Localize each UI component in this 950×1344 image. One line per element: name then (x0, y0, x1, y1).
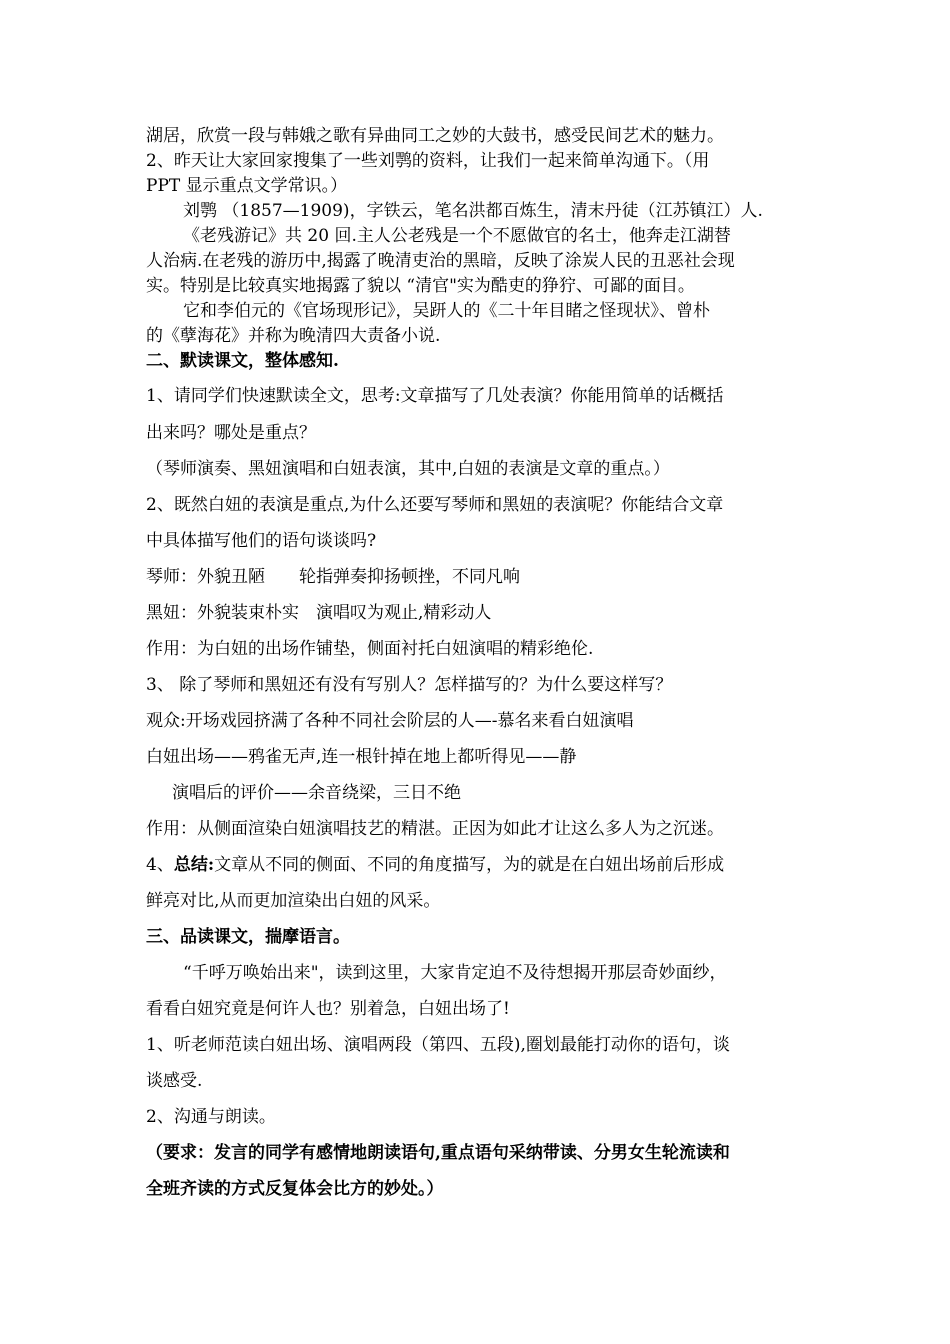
section-3-heading: 三、品读课文，揣摩语言。 (146, 927, 350, 947)
laocan-line-3: 实。特别是比较真实地揭露了貌以 “清官"实为酷吏的狰狞、可鄙的面目。 (146, 276, 695, 296)
question-2-line-1: 2、既然白妞的表演是重点,为什么还要写琴师和黑妞的表演呢？你能结合文章 (146, 495, 724, 515)
summary-number: 4、 (146, 855, 174, 875)
singing-comment-line: 演唱后的评价——余音绕梁，三日不绝 (172, 783, 461, 803)
intro-line-3: PPT 显示重点文学常识。） (146, 176, 348, 196)
summary-text: 文章从不同的侧面、不同的角度描写，为的就是在白妞出场前后形成 (214, 855, 725, 875)
step-2: 2、沟通与朗读。 (146, 1107, 276, 1127)
effect-line-2: 作用：从侧面渲染白妞演唱技艺的精湛。正因为如此才让这么多人为之沉迷。 (146, 819, 724, 839)
step-1-line-1: 1、听老师范读白妞出场、演唱两段（第四、五段),圈划最能打动你的语句，谈 (146, 1035, 730, 1055)
step-1-line-2: 谈感受. (146, 1071, 203, 1091)
intro-line-2: 2、昨天让大家回家搜集了一些刘鹗的资料，让我们一起来简单沟通下。（用 (146, 151, 710, 171)
answer-1: （琴师演奏、黑妞演唱和白妞表演，其中,白妞的表演是文章的重点。） (146, 459, 670, 479)
bainiu-entrance-line: 白妞出场——鸦雀无声,连一根针掉在地上都听得见——静 (146, 747, 577, 767)
question-1-line-2: 出来吗？哪处是重点？ (146, 423, 316, 443)
audience-line: 观众:开场戏园挤满了各种不同社会阶层的人—-慕名来看白妞演唱 (146, 711, 634, 731)
requirement-line-1: （要求：发言的同学有感情地朗读语句,重点语句采纳带读、分男女生轮流读和 (146, 1143, 730, 1163)
four-novels-line-1: 它和李伯元的《官场现形记》，吴趼人的《二十年目睹之怪现状》、曾朴 (183, 301, 710, 321)
summary-line-1 (146, 854, 724, 876)
section-2-heading: 二、默读课文，整体感知. (146, 351, 339, 371)
requirement-line-2: 全班齐读的方式反复体会比方的妙处。） (146, 1179, 444, 1199)
laocan-line-2: 人治病.在老残的游历中,揭露了晚清吏治的黑暗，反映了涂炭人民的丑恶社会现 (146, 251, 735, 271)
four-novels-line-2: 的《孽海花》并称为晚清四大责备小说. (146, 326, 441, 346)
transition-line-1: “千呼万唤始出来"，读到这里，大家肯定迫不及待想揭开那层奇妙面纱， (183, 963, 727, 983)
question-3: 3、 除了琴师和黑妞还有没有写别人？怎样描写的？为什么要这样写？ (146, 675, 673, 695)
effect-line-1: 作用：为白妞的出场作铺垫，侧面衬托白妞演唱的精彩绝伦. (146, 639, 594, 659)
summary-line-2: 鲜亮对比,从而更加渲染出白妞的风采。 (146, 891, 441, 911)
heiniu-line: 黑妞：外貌装束朴实 演唱叹为观止,精彩动人 (146, 603, 492, 623)
question-2-line-2: 中具体描写他们的语句谈谈吗? (146, 531, 377, 551)
transition-line-2: 看看白妞究竟是何许人也？别着急，白妞出场了! (146, 999, 510, 1019)
qinshi-line: 琴师：外貌丑陋 轮指弹奏抑扬顿挫，不同凡响 (146, 567, 520, 587)
liue-bio-line: 刘鹗 （1857—1909)，字铁云，笔名洪都百炼生，清末丹徒（江苏镇江）人. (183, 201, 763, 221)
laocan-line-1: 《老残游记》共 20 回.主人公老残是一个不愿做官的名士，他奔走江湖替 (183, 226, 731, 246)
intro-line-1: 湖居，欣赏一段与韩娥之歌有异曲同工之妙的大鼓书，感受民间艺术的魅力。 (146, 126, 724, 146)
question-1-line-1: 1、请同学们快速默读全文，思考:文章描写了几处表演？你能用简单的话概括 (146, 386, 724, 406)
summary-label: 总结: (173, 855, 215, 875)
